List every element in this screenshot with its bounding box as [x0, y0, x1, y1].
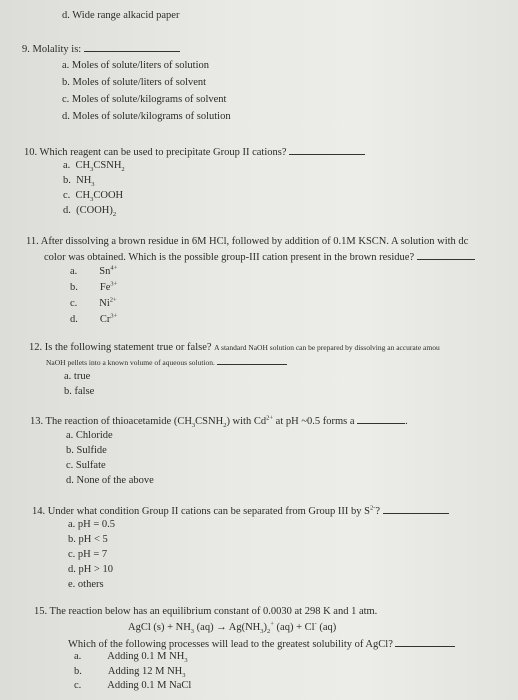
question-14: 14. Under what condition Group II cations can be separated from Group III by $S^{2-}$?	[32, 504, 449, 518]
question-10-text: 10. Which reagent can be used to precipitate Group II cations?	[24, 147, 287, 158]
q15-option-b: b. Adding 12 M $NH_3$	[74, 666, 186, 680]
q14-option-d: d. pH > 10	[68, 564, 114, 575]
q10-option-b: b. $NH_3$	[63, 175, 95, 189]
option-d-wide-range-paper: d. Wide range alkacid paper	[62, 10, 180, 21]
q15-option-c: c. Adding 0.1 M NaCl	[74, 680, 192, 691]
answer-blank-12	[217, 357, 287, 365]
q14-option-a: a. pH = 0.5	[68, 519, 116, 530]
question-11-line1: 11. After dissolving a brown residue in 6M HCl, followed by addition of 0.1M KSCN. A solution with dc	[26, 236, 469, 247]
question-15-text: Which of the following processes will lead to the greatest solubility of AgCl?	[68, 637, 455, 651]
q13-option-a: a. Chloride	[66, 430, 113, 441]
q10-option-a: a. $CH_3CSNH_2$	[63, 160, 125, 174]
question-12-line1: 12. Is the following statement true or false? A standard NaOH solution can be prepared by dissolving an accurate amou	[29, 342, 440, 353]
q11-option-b: b. $Fe^{3+}$	[70, 280, 118, 293]
q9-option-c: c. Moles of solute/kilograms of solvent	[62, 94, 227, 105]
q15-option-a: a. Adding 0.1 M $NH_3$	[74, 651, 188, 665]
answer-blank-13	[357, 414, 405, 424]
q11-option-a: a. $Sn^{4+}$	[70, 264, 118, 277]
question-10	[24, 145, 365, 159]
q14-option-b: b. pH < 5	[68, 534, 108, 545]
answer-blank-14	[383, 504, 449, 514]
question-13: 13. The reaction of thioacetamide $(CH_3CSNH_2)$ with $Cd^{2+}$ at pH ~0.5 forms a .	[30, 414, 408, 430]
q13-option-c: c. Sulfate	[66, 460, 106, 471]
answer-blank-11	[417, 250, 475, 260]
q12-option-b: b. false	[64, 386, 95, 397]
q11-option-c: c. $Ni^{2+}$	[70, 296, 117, 309]
q9-option-b: b. Moles of solute/liters of solvent	[62, 77, 207, 88]
answer-blank-15	[395, 637, 455, 647]
q14-option-c: c. pH = 7	[68, 549, 108, 560]
equilibrium-equation: AgCl $(s) + NH_3$ $(aq) \to Ag(NH_3)_2^+$ (aq) + Cl- (aq)	[128, 620, 337, 636]
q11-option-d: d. $Cr^{3+}$	[70, 312, 118, 325]
q13-option-b: b. Sulfide	[66, 445, 107, 456]
q9-option-d: d. Moles of solute/kilograms of solution	[62, 111, 231, 122]
answer-blank-9	[84, 42, 180, 52]
question-9	[22, 42, 180, 56]
q9-option-a: a. Moles of solute/liters of solution	[62, 60, 209, 71]
q13-option-d: d. None of the above	[66, 475, 154, 486]
q12-option-a: a. true	[64, 371, 91, 382]
question-15-line1: 15. The reaction below has an equilibrium constant of 0.0030 at 298 K and 1 atm.	[34, 606, 378, 617]
q10-option-d: d. $(COOH)_2$	[63, 205, 117, 219]
question-11-line2: color was obtained. Which is the possible group-III cation present in the brown residue?	[44, 250, 475, 264]
q14-option-e: e. others	[68, 579, 104, 590]
answer-blank-10	[289, 145, 365, 155]
question-9-text: 9. Molality is:	[22, 44, 82, 55]
q10-option-c: c. $CH_3COOH$	[63, 190, 124, 204]
question-12-line2: NaOH pellets into a known volume of aqueous solution.	[46, 357, 287, 369]
